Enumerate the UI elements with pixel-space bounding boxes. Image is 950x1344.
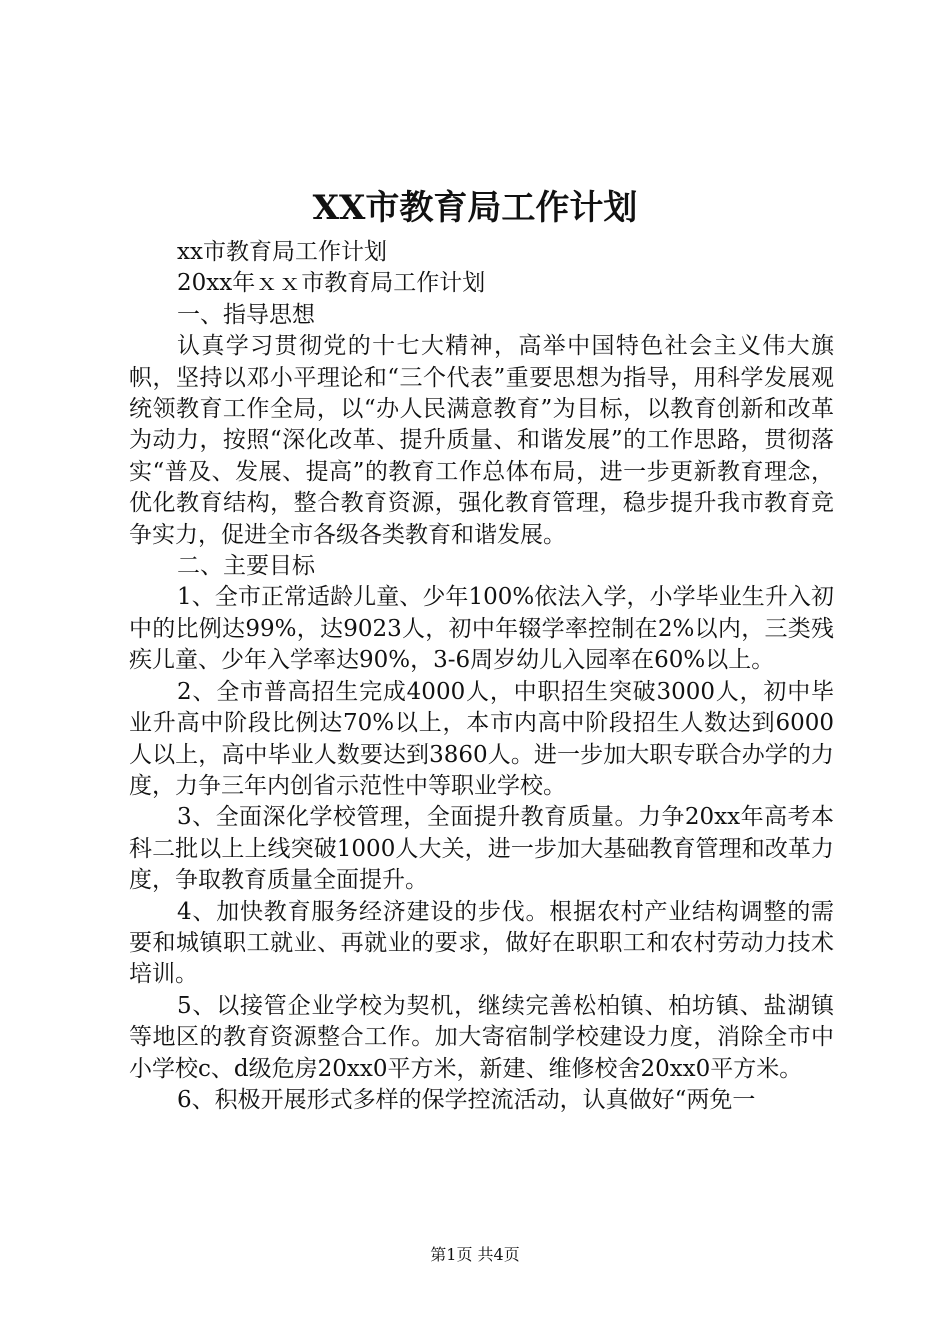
document-title: XX市教育局工作计划 [312,188,638,228]
paragraph-guiding-ideology: 认真学习贯彻党的十七大精神，高举中国特色社会主义伟大旗帜，坚持以邓小平理论和“三个代表”重要思想为指导，用科学发展观统领教育工作全局，以“办人民满意教育”为目标，以教育创新和改革为动力，按照“深化改革、提升质量、和谐发展”的工作思路，贯彻落实“普及、发展、提高”的教育工作总体布局，进一步更新教育理念，优化教育结构，整合教育资源，强化教育管理，稳步提升我市教育竞争实力，促进全市各级各类教育和谐发展。 [129,333,834,548]
paragraph-goal-3: 3、全面深化学校管理，全面提升教育质量。力争20xx年高考本科二批以上上线突破1000人大关，进一步加大基础教育管理和改革力度，争取教育质量全面提升。 [129,804,834,894]
paragraph-goal-4: 4、加快教育服务经济建设的步伐。根据农村产业结构调整的需要和城镇职工就业、再就业的要求，做好在职职工和农村劳动力技术培训。 [129,898,834,988]
paragraph-goal-6: 6、积极开展形式多样的保学控流活动，认真做好“两免一 [177,1086,756,1113]
paragraph-goal-1: 1、全市正常适龄儿童、少年100%依法入学，小学毕业生升入初中的比例达99%，达9023人，初中年辍学率控制在2%以内，三类残疾儿童、少年入学率达90%，3-6周岁幼儿入园率在60%以上。 [129,584,834,674]
document-body [129,237,834,1116]
paragraph-goal-2: 2、全市普高招生完成4000人，中职招生突破3000人，初中毕业升高中阶段比例达70%以上，本市内高中阶段招生人数达到6000人以上，高中毕业人数要达到3860人。进一步加大职专联合办学的力度，力争三年内创省示范性中等职业学校。 [129,678,834,799]
paragraph-goal-5: 5、以接管企业学校为契机，继续完善松柏镇、柏坊镇、盐湖镇等地区的教育资源整合工作。加大寄宿制学校建设力度，消除全市中小学校c、d级危房20xx0平方米，新建、维修校舍20xx0平方米。 [129,992,834,1082]
section-heading-guiding-ideology: 一、指导思想 [177,301,315,328]
paragraph-subtitle: xx市教育局工作计划 [177,239,387,265]
paragraph-plan-heading: 20xx年ｘｘ市教育局工作计划 [177,270,486,297]
page-number-footer: 第1页 共4页 [430,1245,520,1264]
section-heading-main-goals: 二、主要目标 [177,553,315,580]
